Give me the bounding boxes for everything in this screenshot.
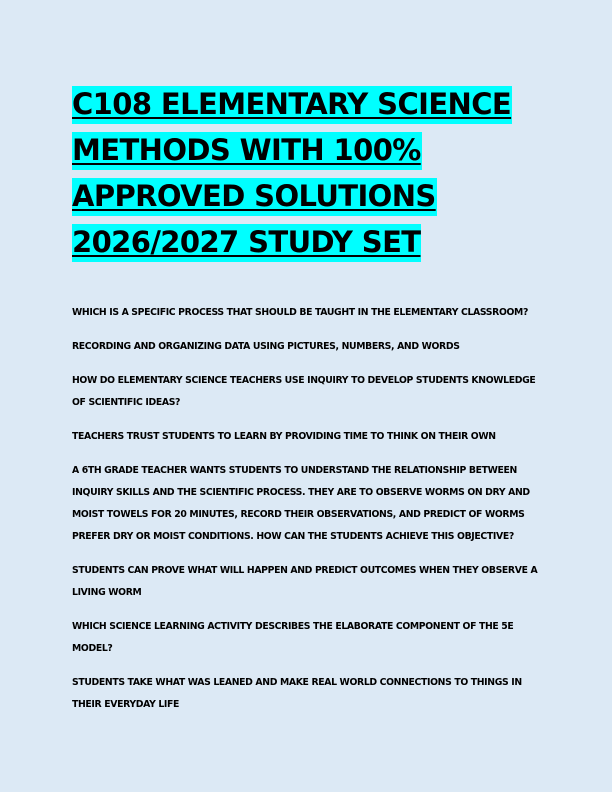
question-text: WHICH IS A SPECIFIC PROCESS THAT SHOULD BE TAUGHT IN THE ELEMENTARY CLASSROOM? — [72, 307, 529, 318]
title-line: 2026/2027 STUDY SET — [72, 224, 421, 262]
title-line: APPROVED SOLUTIONS — [72, 178, 437, 216]
document-title — [72, 86, 542, 270]
question-text: HOW DO ELEMENTARY SCIENCE TEACHERS USE INQUIRY TO DEVELOP STUDENTS KNOWLEDGE OF SCIENTIFIC IDEAS? — [72, 375, 536, 408]
title-line: METHODS WITH 100% — [72, 132, 422, 170]
question-text: A 6TH GRADE TEACHER WANTS STUDENTS TO UNDERSTAND THE RELATIONSHIP BETWEEN INQUIRY SKILLS AND THE SCIENTIFIC PROCESS. THEY ARE TO OBSERVE WORMS ON DRY AND MOIST TOWELS FOR 20 MINUTES, RECORD THEIR OBSERVATIONS, AND PREDICT OF WORMS PREFER DRY OR MOIST CONDITIONS. HOW CAN THE STUDENTS ACHIEVE THIS OBJECTIVE? — [72, 465, 530, 542]
title-line: C108 ELEMENTARY SCIENCE — [72, 86, 512, 124]
question-text: WHICH SCIENCE LEARNING ACTIVITY DESCRIBES THE ELABORATE COMPONENT OF THE 5E MODEL? — [72, 621, 514, 654]
answer-text: STUDENTS CAN PROVE WHAT WILL HAPPEN AND PREDICT OUTCOMES WHEN THEY OBSERVE A LIVING WORM — [72, 565, 538, 598]
answer-text: RECORDING AND ORGANIZING DATA USING PICTURES, NUMBERS, AND WORDS — [72, 341, 460, 352]
answer-text: TEACHERS TRUST STUDENTS TO LEARN BY PROVIDING TIME TO THINK ON THEIR OWN — [72, 431, 496, 442]
answer-text: STUDENTS TAKE WHAT WAS LEANED AND MAKE REAL WORLD CONNECTIONS TO THINGS IN THEIR EVERYDAY LIFE — [72, 677, 522, 710]
qa-list — [72, 302, 544, 728]
